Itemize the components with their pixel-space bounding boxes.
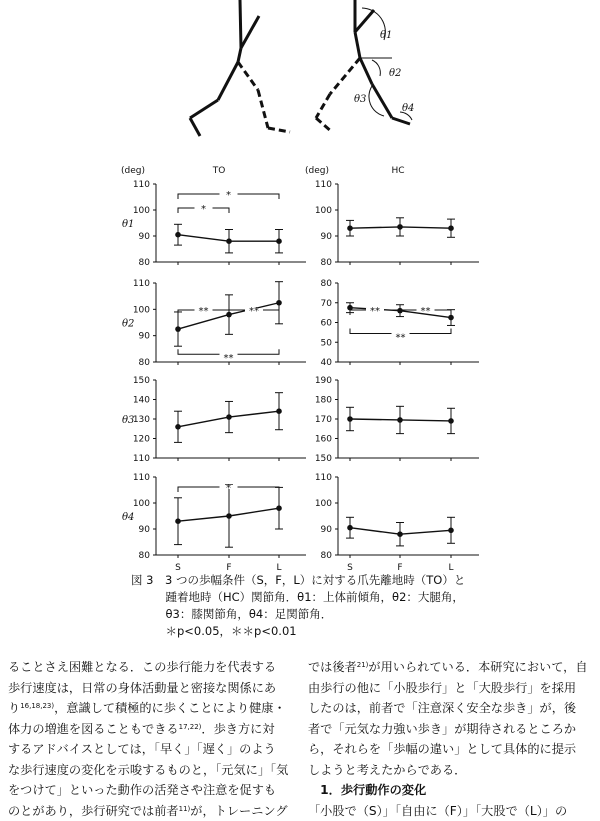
y-tick-label: 100 (133, 499, 150, 509)
y-tick-label: 110 (133, 454, 150, 464)
data-point (175, 518, 181, 524)
chart-panels (122, 180, 479, 561)
text-line: 者で「元気な力強い歩き」が期待されるところか (308, 719, 592, 740)
data-point (276, 505, 282, 511)
text-line: したのは，前者で「注意深く安全な歩き」が，後 (308, 698, 592, 719)
data-point (175, 424, 181, 430)
column-title-hc: HC (391, 166, 404, 176)
y-axis-label: θ1 (122, 219, 134, 230)
angle-label-theta1: θ1 (380, 30, 392, 41)
caption-line: 図 3 3 つの歩幅条件（S，F，L）に対する爪先離地時（TO）と (131, 572, 591, 589)
y-tick-label: 90 (321, 525, 333, 535)
axis-unit-to: (deg) (121, 166, 145, 176)
chart-panel (122, 376, 306, 464)
y-tick-label: 170 (315, 415, 332, 425)
chart-panel (122, 473, 306, 561)
data-point (226, 414, 232, 420)
y-tick-label: 150 (133, 376, 150, 386)
significance-label: * (201, 204, 206, 215)
data-point (448, 225, 454, 231)
data-point (276, 300, 282, 306)
y-axis-label: θ3 (122, 415, 134, 426)
axis-unit-hc: (deg) (305, 166, 329, 176)
y-tick-label: 80 (321, 279, 333, 289)
text-line: 「小股で（S）」「自由に（F）」「大股で（L）」の (308, 801, 592, 821)
y-tick-label: 50 (321, 338, 333, 348)
chart-panel (315, 180, 479, 268)
text-line: のとがあり，歩行研究では前者$^{11)}$が，トレーニング (8, 801, 292, 821)
data-point (448, 418, 454, 424)
text-line: ら，それらを「歩幅の違い」として具体的に提示 (308, 739, 592, 760)
chart-panel (321, 279, 479, 368)
chart-panel (122, 180, 306, 268)
significance-label: ** (199, 306, 209, 317)
y-tick-label: 90 (321, 232, 333, 242)
chart-panel (315, 376, 479, 464)
text-line: な歩行速度の変化を示唆するものと，「元気に」「気 (8, 760, 292, 781)
x-tick-label: S (347, 563, 353, 572)
body-text-right-column (308, 657, 592, 821)
significance-label: ** (370, 306, 380, 317)
angle-label-theta3: θ3 (354, 94, 366, 105)
data-point (276, 408, 282, 414)
y-tick-label: 60 (321, 319, 333, 329)
data-point (347, 525, 353, 531)
y-tick-label: 180 (315, 396, 332, 406)
y-axis-label: θ2 (122, 319, 134, 330)
y-tick-label: 90 (139, 332, 151, 342)
figure-caption (131, 572, 591, 640)
caption-line: 踵着地時（HC）関節角．θ1：上体前傾角，θ2：大腿角， (131, 589, 591, 606)
chart-panel (122, 279, 306, 368)
significance-label: * (226, 483, 231, 494)
text-line: 歩行速度は，日常の身体活動量と密接な関係にあ (8, 678, 292, 699)
text-line: り$^{16,18,23)}$，意識して積極的に歩くことにより健康・ (8, 698, 292, 719)
data-point (397, 224, 403, 230)
data-point (175, 232, 181, 238)
y-tick-label: 140 (133, 396, 150, 406)
y-tick-label: 80 (139, 358, 151, 368)
text-line: するアドバイスとしては，「早く」「遅く」のよう (8, 739, 292, 760)
y-tick-label: 110 (133, 180, 150, 190)
text-line: 体力の増進を図ることもできる$^{17,22)}$．歩き方に対 (8, 719, 292, 740)
x-tick-label: F (226, 563, 231, 572)
caption-line: θ3：膝関節角，θ4：足関節角． (131, 606, 591, 623)
data-point (347, 416, 353, 422)
y-tick-label: 110 (133, 279, 150, 289)
x-tick-label: S (175, 563, 181, 572)
stick-figure-hc-icon (316, 0, 410, 132)
y-tick-label: 40 (321, 358, 333, 368)
data-point (276, 238, 282, 244)
y-tick-label: 120 (133, 435, 150, 445)
text-line: 由歩行の他に「小股歩行」と「大股歩行」を採用 (308, 678, 592, 699)
significance-label: * (226, 190, 231, 201)
y-tick-label: 130 (133, 415, 150, 425)
data-point (226, 513, 232, 519)
data-point (175, 326, 181, 332)
data-point (448, 315, 454, 321)
y-tick-label: 160 (315, 435, 332, 445)
significance-label: ** (396, 332, 406, 343)
x-tick-label: F (397, 563, 402, 572)
stick-figure-to-icon (190, 0, 290, 136)
x-axis-labels (175, 563, 453, 572)
data-point (347, 225, 353, 231)
y-tick-label: 70 (321, 299, 333, 309)
y-tick-label: 90 (139, 232, 151, 242)
y-axis-label: θ4 (122, 512, 134, 523)
x-tick-label: L (448, 563, 453, 572)
y-tick-label: 80 (139, 551, 151, 561)
angle-label-theta2: θ2 (389, 68, 401, 79)
y-tick-label: 190 (315, 376, 332, 386)
significance-label: ** (224, 353, 234, 364)
caption-line: ＊p<0.05，＊＊p<0.01 (131, 623, 591, 640)
text-line: では後者$^{21)}$が用いられている．本研究において，自 (308, 657, 592, 678)
y-tick-label: 100 (315, 499, 332, 509)
data-point (226, 238, 232, 244)
chart-panel (315, 473, 479, 561)
data-point (397, 417, 403, 423)
x-tick-label: L (276, 563, 281, 572)
y-tick-label: 80 (139, 258, 151, 268)
significance-label: ** (421, 306, 431, 317)
text-line: をつけて」といった動作の活発さや注意を促すも (8, 780, 292, 801)
data-point (397, 531, 403, 537)
section-heading: 1．歩行動作の変化 (308, 780, 592, 801)
y-tick-label: 110 (315, 473, 332, 483)
y-tick-label: 150 (315, 454, 332, 464)
y-tick-label: 90 (139, 525, 151, 535)
y-tick-label: 100 (133, 305, 150, 315)
y-tick-label: 100 (315, 206, 332, 216)
column-title-to: TO (212, 166, 226, 176)
data-point (448, 528, 454, 534)
y-tick-label: 80 (321, 551, 333, 561)
y-tick-label: 100 (133, 206, 150, 216)
angle-label-theta4: θ4 (402, 103, 414, 114)
body-text-left-column (8, 657, 292, 821)
text-line: しようと考えたからである． (308, 760, 592, 781)
y-tick-label: 110 (133, 473, 150, 483)
y-tick-label: 80 (321, 258, 333, 268)
y-tick-label: 110 (315, 180, 332, 190)
significance-label: ** (249, 306, 259, 317)
text-line: ることさえ困難となる．この歩行能力を代表する (8, 657, 292, 678)
